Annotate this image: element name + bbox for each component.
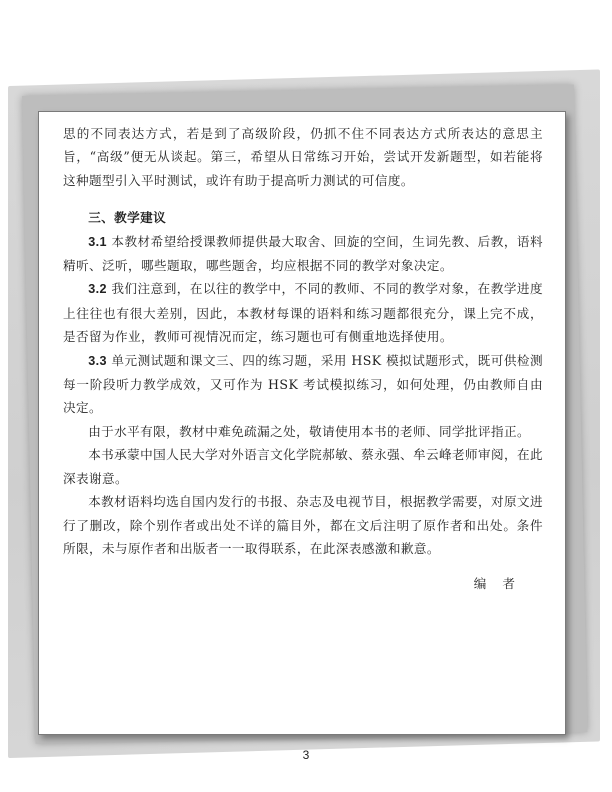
suggestion-item-3-1 — [63, 230, 543, 278]
section-heading-teaching-suggestions: 三、教学建议 — [88, 210, 167, 226]
item-number: 3.3 — [88, 353, 107, 368]
suggestion-item-3-3 — [63, 349, 543, 420]
author-signature: 编 者 — [473, 576, 521, 592]
intro-paragraph: 思的不同表达方式，若是到了高级阶段，仍抓不住不同表达方式所表达的意思主旨，“高级”便无从谈起。第三，希望从日常练习开始，尝试开发新题型，如若能将这种题型引入平时测试，或许有助于提高听力测试的可信度。 — [63, 126, 543, 188]
item-text: 我们注意到，在以往的教学中，不同的教师、不同的教学对象，在教学进度上往往也有很大差别，因此，本教材每课的语料和练习题都很充分，课上完不成，是否留为作业，教师可视情况而定，练习题也可有侧重地选择使用。 — [63, 281, 543, 345]
closing-paragraph-apology: 由于水平有限，教材中难免疏漏之处，敬请使用本书的老师、同学批评指正。 — [88, 423, 530, 439]
suggestion-item-3-2 — [63, 277, 543, 348]
closing-paragraph-acknowledgement: 本书承蒙中国人民大学对外语言文化学院郝敏、蔡永强、牟云峰老师审阅，在此深表谢意。 — [63, 447, 543, 486]
item-text: 本教材希望给授课教师提供最大取舍、回旋的空间，生词先教、后教，语料精听、泛听，哪些题取，哪些题舍，均应根据不同的教学对象决定。 — [63, 233, 543, 274]
closing-paragraph-sources: 本教材语料均选自国内发行的书报、杂志及电视节目，根据教学需要，对原文进行了删改，除个别作者或出处不详的篇目外，都在文后注明了原作者和出处。条件所限，未与原作者和出版者一一取得联系，在此深表感激和歉意。 — [63, 494, 543, 556]
item-text: 单元测试题和课文三、四的练习题，采用 HSK 模拟试题形式，既可供检测每一阶段听力教学成效，又可作为 HSK 考试模拟练习，如何处理，仍由教师自由决定。 — [63, 352, 543, 416]
item-number: 3.2 — [88, 282, 107, 297]
document-page — [38, 111, 566, 735]
item-number: 3.1 — [88, 234, 107, 249]
page-number: 3 — [302, 748, 310, 762]
